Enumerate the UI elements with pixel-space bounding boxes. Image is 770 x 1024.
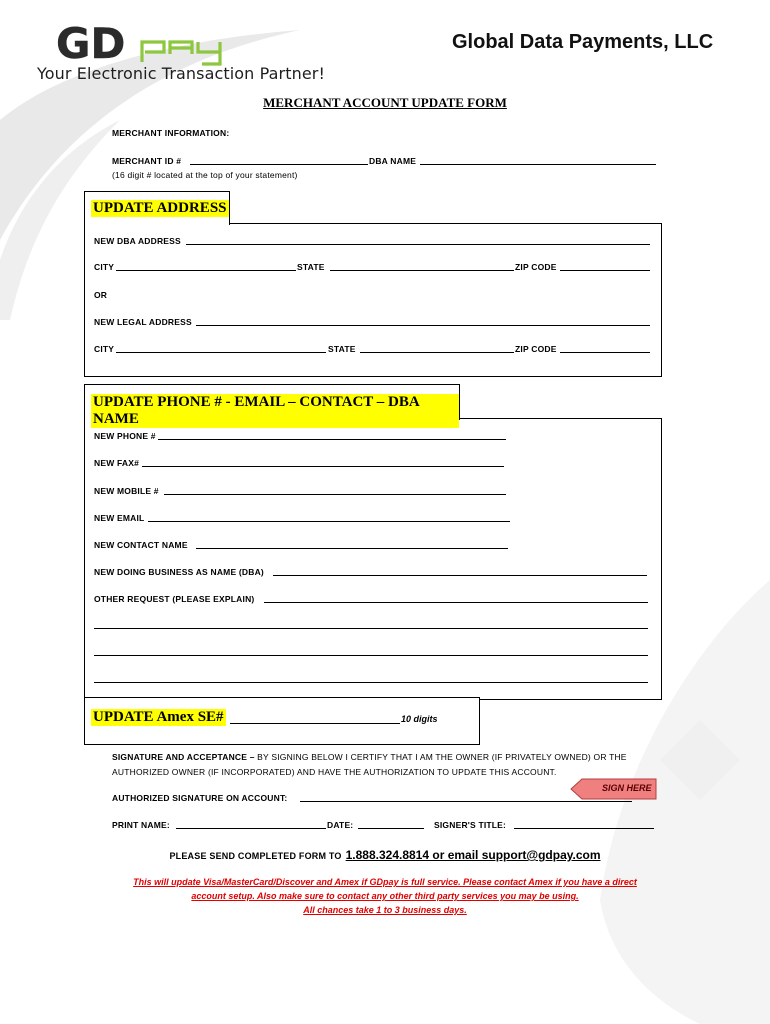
- note-line-3: All chances take 1 to 3 business days.: [303, 905, 467, 915]
- address-heading: UPDATE ADDRESS: [93, 200, 227, 216]
- new-dba-name-field[interactable]: [273, 575, 647, 576]
- state-label: STATE: [297, 262, 325, 272]
- new-legal-address-label: NEW LEGAL ADDRESS: [94, 317, 192, 327]
- dba-name-label: DBA NAME: [369, 156, 417, 166]
- sign-here-tag: [570, 778, 658, 800]
- new-dba-name-label: NEW DOING BUSINESS AS NAME (DBA): [94, 567, 264, 577]
- merchant-id-field[interactable]: [190, 164, 368, 165]
- merchant-info-label: MERCHANT INFORMATION:: [112, 128, 230, 138]
- legal-zip-label: ZIP CODE: [515, 344, 557, 354]
- print-name-label: PRINT NAME:: [112, 820, 170, 830]
- new-email-field[interactable]: [148, 521, 510, 522]
- merchant-id-label: MERCHANT ID #: [112, 156, 182, 166]
- signers-title-label: SIGNER'S TITLE:: [434, 820, 507, 830]
- signature-statement-bold: SIGNATURE AND ACCEPTANCE –: [112, 752, 255, 762]
- new-email-label: NEW EMAIL: [94, 513, 145, 523]
- new-phone-field[interactable]: [158, 439, 506, 440]
- new-mobile-label: NEW MOBILE #: [94, 486, 159, 496]
- other-request-line-4[interactable]: [94, 682, 648, 683]
- date-field[interactable]: [358, 828, 424, 829]
- legal-state-label: STATE: [328, 344, 356, 354]
- legal-city-label: CITY: [94, 344, 115, 354]
- gdpay-logo: [56, 22, 266, 66]
- note-line-1: This will update Visa/MasterCard/Discover and Amex if GDpay is full service. Please contact Amex if you have a direct: [133, 877, 637, 887]
- signature-statement-line1: BY SIGNING BELOW I CERTIFY THAT I AM THE OWNER (IF PRIVATELY OWNED) OR THE: [254, 752, 627, 762]
- print-name-field[interactable]: [176, 828, 326, 829]
- new-contact-name-label: NEW CONTACT NAME: [94, 540, 188, 550]
- sign-here-label: SIGN HERE: [602, 783, 652, 793]
- tagline: Your Electronic Transaction Partner!: [37, 64, 325, 83]
- svg-text:GD: GD: [56, 22, 126, 66]
- send-prefix: PLEASE SEND COMPLETED FORM TO: [169, 851, 342, 861]
- other-request-line-3[interactable]: [94, 655, 648, 656]
- note-line-2: account setup. Also make sure to contact any other third party services you may be using.: [191, 891, 579, 901]
- new-phone-label: NEW PHONE #: [94, 431, 156, 441]
- contact-heading-box: [84, 384, 460, 427]
- company-name: Global Data Payments, LLC: [452, 31, 714, 53]
- signature-statement-line2: AUTHORIZED OWNER (IF INCORPORATED) AND HAVE THE AUTHORIZATION TO UPDATE THIS ACCOUNT.: [112, 767, 557, 777]
- legal-state-field[interactable]: [360, 352, 514, 353]
- new-fax-field[interactable]: [142, 466, 504, 467]
- date-label: DATE:: [327, 820, 354, 830]
- legal-zip-field[interactable]: [560, 352, 650, 353]
- dba-name-field[interactable]: [420, 164, 656, 165]
- amex-heading: UPDATE Amex SE#: [93, 709, 224, 725]
- city-field[interactable]: [116, 270, 296, 271]
- new-legal-address-field[interactable]: [196, 325, 650, 326]
- address-section: [84, 223, 662, 377]
- state-field[interactable]: [330, 270, 514, 271]
- new-mobile-field[interactable]: [164, 494, 506, 495]
- other-request-line-2[interactable]: [94, 628, 648, 629]
- new-fax-label: NEW FAX#: [94, 458, 140, 468]
- authorized-signature-field[interactable]: [300, 801, 632, 802]
- new-contact-name-field[interactable]: [196, 548, 508, 549]
- signers-title-field[interactable]: [514, 828, 654, 829]
- send-instructions: [0, 846, 770, 864]
- contact-heading: UPDATE PHONE # - EMAIL – CONTACT – DBA NAME: [91, 394, 459, 428]
- address-heading-box: [84, 191, 230, 225]
- or-label: OR: [94, 290, 108, 300]
- new-dba-address-field[interactable]: [186, 244, 650, 245]
- zip-label: ZIP CODE: [515, 262, 557, 272]
- authorized-signature-label: AUTHORIZED SIGNATURE ON ACCOUNT:: [112, 793, 288, 803]
- form-title: MERCHANT ACCOUNT UPDATE FORM: [263, 95, 507, 110]
- contact-section: [84, 418, 662, 700]
- other-request-label: OTHER REQUEST (PLEASE EXPLAIN): [94, 594, 255, 604]
- legal-city-field[interactable]: [116, 352, 326, 353]
- amex-se-field[interactable]: [230, 723, 400, 724]
- send-contact[interactable]: 1.888.324.8814 or email support@gdpay.com: [345, 848, 601, 862]
- new-dba-address-label: NEW DBA ADDRESS: [94, 236, 181, 246]
- signature-statement: [112, 752, 672, 762]
- other-request-field[interactable]: [264, 602, 648, 603]
- amex-hint: 10 digits: [401, 714, 438, 724]
- zip-field[interactable]: [560, 270, 650, 271]
- city-label: CITY: [94, 262, 115, 272]
- merchant-id-hint: (16 digit # located at the top of your statement): [112, 170, 298, 180]
